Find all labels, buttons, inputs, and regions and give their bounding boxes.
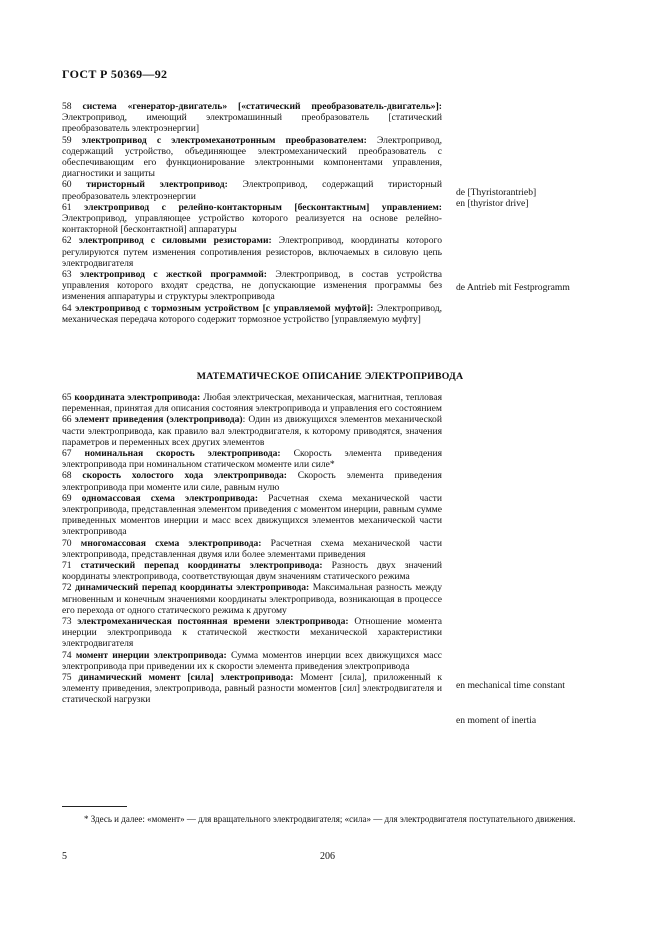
entry-66 — [62, 414, 442, 448]
entry-number: 67 — [62, 448, 72, 460]
entry-72 — [62, 582, 442, 616]
entry-number: 58 — [62, 101, 72, 112]
entry-definition: : Один из движущихся элементов механической части электропривода, как правило вал электродвигателя, к которому приводятся, значения параметров и переменных всех других элементов — [62, 414, 442, 448]
entry-67 — [62, 448, 442, 470]
entry-62 — [62, 235, 442, 269]
entry-number: 59 — [62, 134, 72, 146]
entry-term: элемент приведения (электропривода) — [74, 414, 243, 426]
entries-bottom-block — [62, 392, 442, 706]
entry-73 — [62, 616, 442, 650]
entry-definition: Расчетная схема механической части электропривода, представленная элементом приведения с моментом инерции, равным сумме приведенных моментов инерции и масс всех движущихся элементов механической части электропривода — [62, 492, 442, 538]
entry-65 — [62, 392, 442, 414]
entry-number: 60 — [62, 179, 72, 191]
entry-number: 71 — [62, 560, 72, 572]
entry-term: электромеханическая постоянная времени электропривода: — [77, 616, 349, 628]
entry-term: электропривод с жесткой программой: — [80, 269, 267, 281]
entry-definition: Электропривод, в состав устройства управления которого входят средства, не допускающие изменения программы без изменения аппаратуры и структуры электропривода — [62, 269, 442, 303]
side-term-60-de: de [Thyristorantrieb] — [456, 187, 537, 198]
entry-term: динамический перепад координаты электропривода: — [75, 582, 310, 594]
entry-definition: Электропривод, управляющее устройство которого реализуется на основе релейно-контакторной [бесконтактной] аппаратуры — [62, 213, 442, 236]
footnote-divider — [62, 806, 127, 807]
standard-header: ГОСТ Р 50369—92 — [62, 67, 168, 81]
entry-term: электропривод с электромеханотронным преобразователем: — [81, 134, 367, 146]
entry-number: 75 — [62, 672, 72, 684]
side-term-74-en: en moment of inertia — [456, 715, 537, 726]
entry-69 — [62, 493, 442, 538]
entry-60 — [62, 179, 442, 201]
section-title: МАТЕМАТИЧЕСКОЕ ОПИСАНИЕ ЭЛЕКТРОПРИВОДА — [196, 371, 464, 382]
side-term-73-en: en mechanical time constant — [456, 680, 565, 691]
entry-definition: Скорость элемента приведения электропривода при моменте или силе, равным нулю — [62, 470, 442, 493]
entry-61 — [62, 202, 442, 236]
entry-definition: Максимальная разность между мгновенным и конечным значениями координаты электропривода, возникающая в процессе его перехода от одного статического режима к другому — [62, 582, 442, 616]
entry-definition: Разность двух значений координаты электропривода, соответствующая двум значениям статического режима — [62, 560, 442, 583]
entry-number: 64 — [62, 302, 72, 314]
entry-term: электропривод с тормозным устройством [с управляемой муфтой]: — [75, 302, 374, 314]
entry-definition: Отношение момента инерции электропривода к статической жесткости механической характеристики электродвигателя — [62, 616, 442, 650]
entry-number: 63 — [62, 269, 72, 281]
entry-number: 73 — [62, 616, 72, 628]
entry-term: многомассовая схема электропривода: — [80, 537, 262, 549]
entry-term: динамический момент [сила] электропривода: — [78, 672, 294, 684]
entry-68 — [62, 470, 442, 492]
entry-74 — [62, 650, 442, 672]
entry-term: система «генератор-двигатель» [«статический преобразователь-двигатель»]: — [82, 101, 442, 112]
entry-definition: Расчетная схема механической части электропривода, представленная двумя или более элементами приведения — [62, 537, 442, 560]
entry-75 — [62, 672, 442, 706]
entry-term: номинальная скорость электропривода: — [84, 448, 281, 460]
entry-63 — [62, 269, 442, 303]
entry-term: скорость холостого хода электропривода: — [82, 470, 287, 482]
entry-number: 72 — [62, 582, 72, 594]
entry-definition: Момент [сила], приложенный к элементу приведения, электропривода, равный разности моментов [сил] электродвигателя и статической нагрузки — [62, 672, 443, 706]
entry-term: тиристорный электропривод: — [86, 179, 228, 191]
entry-definition: Электропривод, содержащий тиристорный преобразователь электроэнергии — [62, 179, 442, 202]
entry-70 — [62, 538, 442, 560]
entry-definition: Электропривод, механическая передача которого содержит тормозное устройство [управляемую муфту] — [62, 302, 442, 325]
entry-term: момент инерции электропривода: — [75, 649, 227, 661]
entry-definition: Электропривод, имеющий электромашинный преобразователь [статический преобразователь электроэнергии] — [62, 112, 442, 135]
entries-top-block — [62, 101, 442, 325]
entry-term: электропривод с силовыми резисторами: — [78, 235, 272, 247]
entry-definition: Сумма моментов инерции всех движущихся масс электропривода при приведении их к скорости элемента приведения электропривода — [62, 649, 442, 672]
entry-number: 62 — [62, 235, 72, 247]
entry-number: 74 — [62, 649, 72, 661]
entry-number: 61 — [62, 201, 72, 213]
entry-number: 65 — [62, 392, 72, 403]
entry-term: одномассовая схема электропривода: — [81, 492, 259, 504]
entry-term: координата электропривода: — [74, 392, 201, 403]
entry-term: статический перепад координаты электропривода: — [80, 560, 323, 572]
entry-definition: Любая электрическая, механическая, магнитная, тепловая переменная, принятая для описания состояния электропривода и управления его состоянием — [62, 392, 442, 415]
entry-definition: Электропривод, координаты которого регулируются путем изменения сопротивления резисторов, включаемых в силовую цепь электродвигателя — [62, 235, 442, 269]
entry-58 — [62, 101, 442, 135]
entry-number: 69 — [62, 492, 72, 504]
side-term-63-de: de Antrieb mit Festprogramm — [456, 282, 570, 293]
entry-number: 68 — [62, 470, 72, 482]
entry-59 — [62, 135, 442, 180]
page-number-center: 206 — [320, 851, 335, 862]
entry-number: 66 — [62, 414, 72, 426]
entry-71 — [62, 560, 442, 582]
entry-term: электропривод с релейно-контакторным [бесконтактным] управлением: — [84, 201, 442, 213]
side-term-60-en: en [thyristor drive] — [456, 198, 529, 209]
entry-definition: Скорость элемента приведения электропривода при номинальном статическом моменте или силе* — [62, 448, 442, 471]
footnote: * Здесь и далее: «момент» — для вращательного электродвигателя; «сила» — для электродвигателя поступательного движения. — [84, 814, 576, 824]
entry-definition: Электропривод, содержащий устройство, объединяющее электромеханический преобразователь с обеспечивающим его функционирование электронными компонентами управления, диагностики и защиты — [62, 134, 442, 180]
entry-64 — [62, 303, 442, 325]
page-number-left: 5 — [62, 851, 67, 862]
entry-number: 70 — [62, 537, 72, 549]
